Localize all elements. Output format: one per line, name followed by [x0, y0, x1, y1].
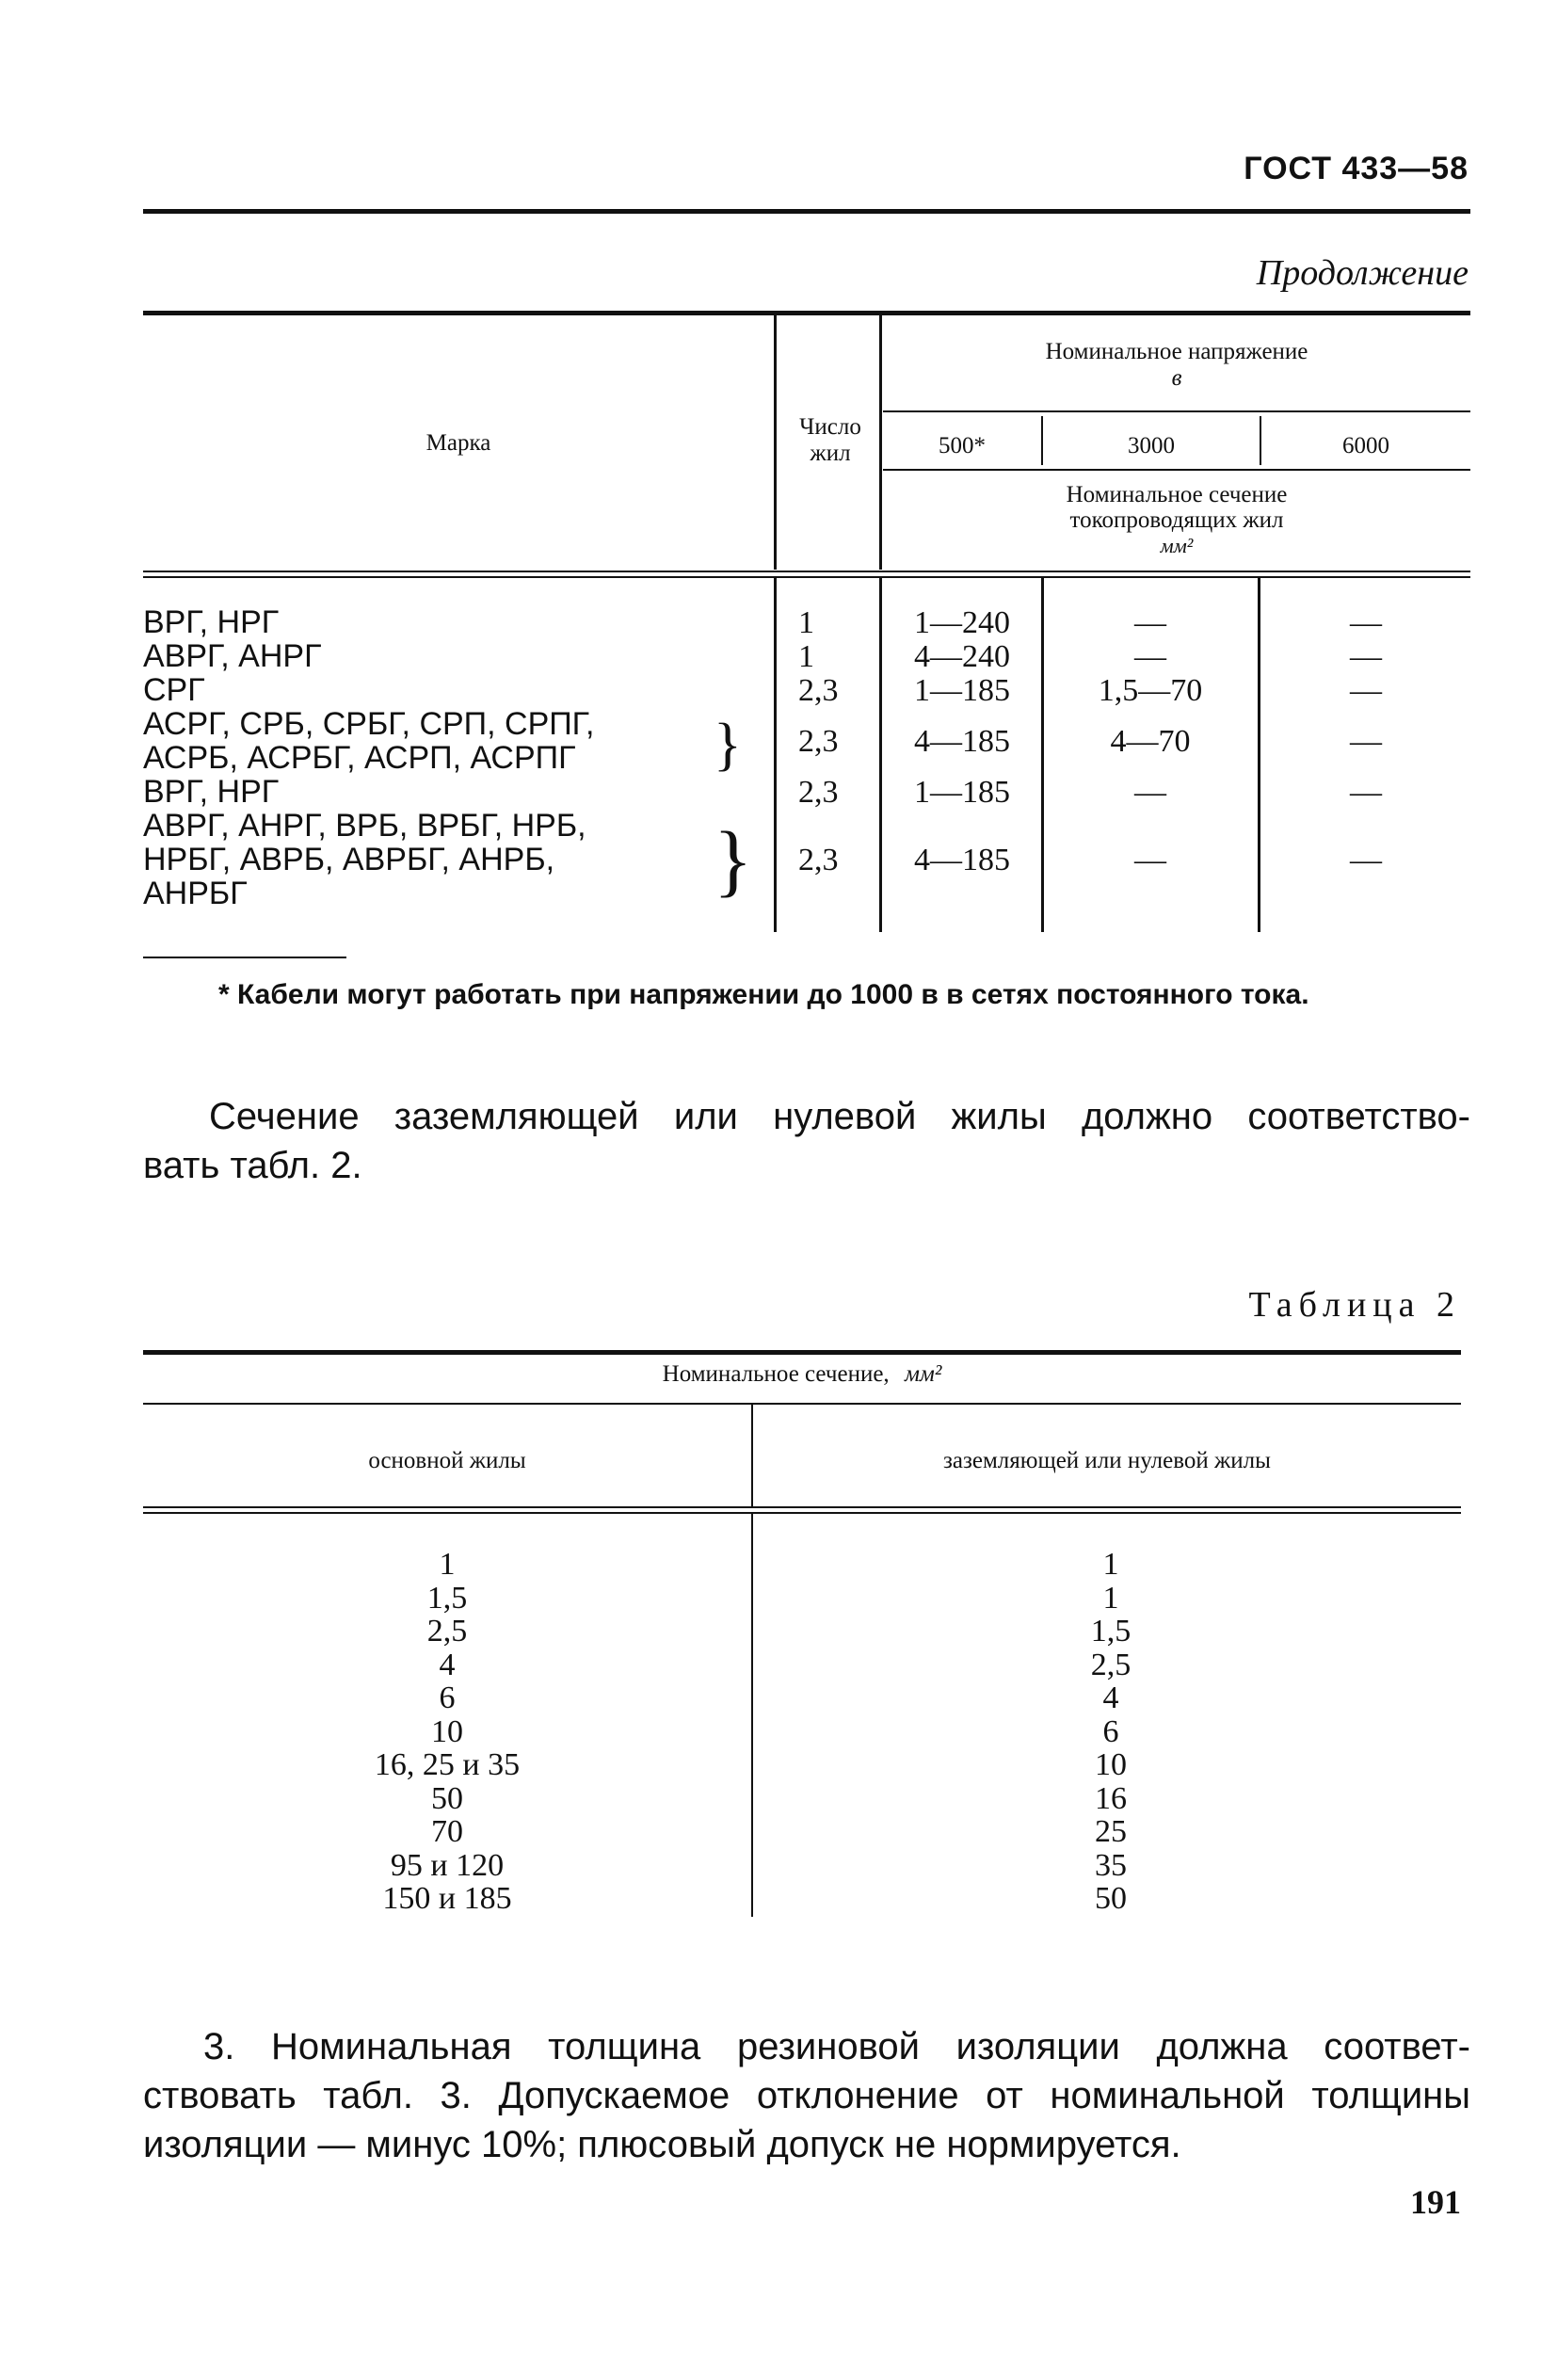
table1-header-rule [143, 576, 1470, 578]
table1-top-rule [143, 311, 1470, 315]
voltage-header [883, 339, 1470, 392]
table2-main-cell: 16, 25 и 35 [374, 1747, 521, 1782]
mark-cell: СРГ [143, 672, 205, 708]
voltage-subrule [883, 410, 1470, 412]
voltage-3000: 3000 [1128, 433, 1175, 458]
voltage-header-text: Номинальное напряжение [1045, 339, 1308, 364]
table1-body-divider [879, 578, 882, 932]
table2-header-rule [143, 1512, 1461, 1514]
table2-header-unit: мм² [904, 1361, 942, 1387]
col-header-mark: Марка [425, 430, 491, 456]
v3000-cell: — [1134, 639, 1166, 674]
table2-main-column [143, 1548, 751, 1916]
table2-main-cell: 150 и 185 [382, 1881, 512, 1916]
page-number: 191 [1410, 2183, 1461, 2221]
table2-main-cell: 4 [439, 1647, 456, 1682]
paragraph-2-line: изоляции — минус 10%; плюсовый допуск не нормируется. [143, 2124, 1181, 2165]
cores-cell: 2,3 [798, 673, 839, 708]
paragraph-1 [143, 1092, 1470, 1190]
mark-cell: АВРГ, АНРГ, ВРБ, ВРБГ, НРБ, [143, 808, 586, 844]
col-header-ground: заземляющей или нулевой жилы [943, 1448, 1271, 1473]
section-header-line1: Номинальное сечение [1066, 482, 1288, 507]
paragraph-2-line: ствовать табл. 3. Допускаемое отклонение от номинальной толщины [143, 2075, 1470, 2116]
mark-cell: НРБГ, АВРБ, АВРБГ, АНРБ, [143, 842, 555, 877]
v6000-cell: — [1350, 639, 1382, 674]
paragraph-1-line: вать табл. 2. [143, 1145, 362, 1186]
section-unit: мм² [1160, 534, 1194, 557]
table2-ground-cell: 4 [1102, 1680, 1119, 1715]
table1-body-divider [774, 578, 777, 932]
v6000-cell: — [1350, 775, 1382, 810]
mark-cell: ВРГ, НРГ [143, 774, 280, 810]
row-brace: } [714, 814, 753, 905]
col-header-cores: Число жил [799, 414, 861, 466]
document-header: ГОСТ 433—58 [1244, 151, 1469, 186]
voltage-6000: 6000 [1342, 433, 1389, 458]
table2-main-cell: 95 и 120 [390, 1847, 505, 1883]
header-rule [143, 209, 1470, 214]
table2-ground-cell: 1 [1102, 1547, 1119, 1582]
mark-cell: АСРГ, СРБ, СРБГ, СРП, СРПГ, [143, 706, 595, 742]
mark-cell: АВРГ, АНРГ [143, 638, 322, 674]
v3000-cell: — [1134, 843, 1166, 877]
cores-cell: 2,3 [798, 843, 839, 877]
v3000-cell: — [1134, 775, 1166, 810]
v6000-cell: — [1350, 605, 1382, 640]
table2-body-divider [751, 1514, 753, 1917]
table2-ground-column [1035, 1548, 1186, 1916]
table1-col-divider [879, 315, 882, 570]
v500-cell: 4—185 [914, 843, 1010, 877]
table2-ground-cell: 6 [1102, 1713, 1119, 1749]
paragraph-1-line: Сечение заземляющей или нулевой жилы должно соответство- [209, 1096, 1470, 1137]
table2-ground-cell: 1,5 [1090, 1614, 1132, 1648]
mark-cell: АСРБ, АСРБГ, АСРП, АСРПГ [143, 740, 576, 776]
v500-cell: 1—185 [914, 775, 1010, 810]
v6000-cell: — [1350, 724, 1382, 759]
v500-cell: 1—240 [914, 605, 1010, 640]
table2-ground-cell: 35 [1095, 1847, 1127, 1883]
table2-main-cell: 50 [431, 1780, 463, 1816]
footnote: * Кабели могут работать при напряжении до 1000 в в сетях постоянного тока. [218, 979, 1309, 1010]
table2-header [143, 1361, 1461, 1388]
footnote-rule [143, 957, 346, 958]
v3000-cell: 1,5—70 [1098, 673, 1203, 708]
table2-main-cell: 6 [439, 1680, 456, 1715]
voltage-500: 500* [939, 433, 986, 458]
v6000-cell: — [1350, 843, 1382, 877]
row-brace: } [714, 713, 742, 777]
table2-ground-cell: 50 [1095, 1881, 1127, 1916]
table2-subrule [143, 1403, 1461, 1405]
cores-cell: 1 [798, 639, 814, 674]
table1-header-rule [143, 571, 1470, 572]
cores-cell: 1 [798, 605, 814, 640]
table2-ground-cell: 1 [1102, 1580, 1119, 1616]
voltage-unit: в [1171, 365, 1182, 391]
table2-top-rule [143, 1350, 1461, 1355]
table2-ground-cell: 25 [1095, 1814, 1127, 1849]
cores-cell: 2,3 [798, 775, 839, 810]
table-continuation-label: Продолжение [1256, 253, 1469, 293]
section-subrule [883, 469, 1470, 471]
table2-main-cell: 1,5 [426, 1580, 468, 1616]
cores-cell: 2,3 [798, 724, 839, 759]
table1-body-divider [1258, 578, 1260, 932]
v6000-cell: — [1350, 673, 1382, 708]
mark-cell: АНРБГ [143, 876, 248, 911]
v3000-cell: — [1134, 605, 1166, 640]
table2-header-rule [143, 1506, 1461, 1508]
table2-ground-cell: 2,5 [1090, 1647, 1132, 1682]
v500-cell: 4—240 [914, 639, 1010, 674]
table2-ground-cell: 10 [1095, 1747, 1127, 1782]
table2-main-cell: 1 [439, 1547, 456, 1582]
v500-cell: 4—185 [914, 724, 1010, 759]
table2-main-cell: 10 [431, 1713, 463, 1749]
table2-main-cell: 2,5 [426, 1614, 468, 1648]
paragraph-2 [143, 2022, 1470, 2169]
v500-cell: 1—185 [914, 673, 1010, 708]
table1-col-divider [774, 315, 777, 570]
section-header-line2: токопроводящих жил [1069, 507, 1284, 533]
section-header [883, 482, 1470, 558]
table2-ground-cell: 16 [1095, 1780, 1127, 1816]
mark-cell: ВРГ, НРГ [143, 604, 280, 640]
table2-header-text: Номинальное сечение, [662, 1361, 890, 1387]
col-header-main: основной жилы [368, 1448, 526, 1473]
table2-main-cell: 70 [431, 1814, 463, 1849]
table-2-caption: Таблица 2 [1248, 1285, 1461, 1325]
paragraph-2-line: 3. Номинальная толщина резиновой изоляции должна соответ- [203, 2026, 1470, 2067]
v3000-cell: 4—70 [1110, 724, 1191, 759]
